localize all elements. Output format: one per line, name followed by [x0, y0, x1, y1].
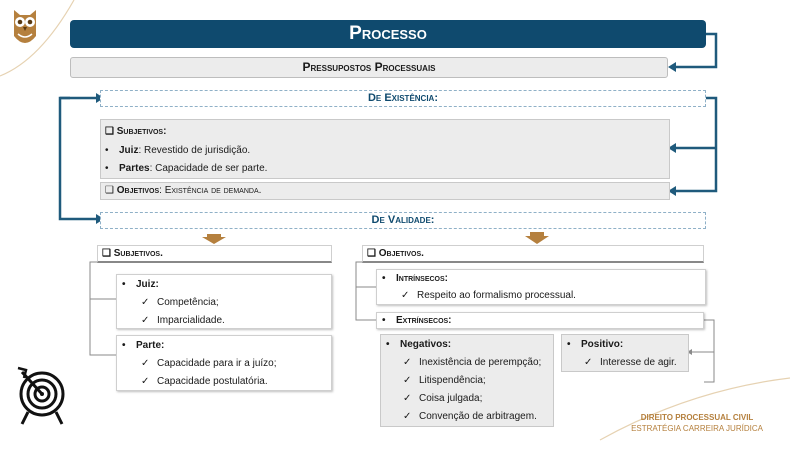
- pressupostos-header: Pressupostos Processuais: [70, 57, 668, 78]
- existencia-header: De Existência:: [100, 90, 706, 107]
- positivo-title: • Positivo:: [567, 339, 624, 350]
- list-item: ✓ Interesse de agir.: [584, 357, 677, 368]
- bullet-icon: •: [105, 163, 109, 174]
- check-icon: ✓: [584, 357, 593, 368]
- footer-course: DIREITO PROCESSUAL CIVIL: [640, 413, 754, 422]
- list-item: ✓ Competência;: [141, 297, 219, 308]
- arrowhead: [668, 62, 676, 72]
- target-icon: [14, 366, 70, 426]
- check-icon: ✓: [403, 411, 412, 422]
- page-title: Processo: [70, 20, 706, 48]
- existencia-subjetivos-title: ❑ Subjetivos:: [105, 126, 167, 137]
- validade-parte-box: [116, 335, 332, 391]
- validade-subjetivos-header: ❑ Subjetivos.: [97, 245, 332, 263]
- checkbox-icon: ❑: [102, 248, 111, 259]
- list-item: ✓ Convenção de arbitragem.: [403, 411, 537, 422]
- list-item: ✓ Imparcialidade.: [141, 315, 225, 326]
- existencia-right-connector: [676, 98, 716, 191]
- checkbox-icon: ❑: [105, 126, 114, 137]
- list-item: ✓ Capacidade postulatória.: [141, 376, 268, 387]
- list-item: ✓ Coisa julgada;: [403, 393, 483, 404]
- check-icon: ✓: [141, 297, 150, 308]
- down-arrow-left: [202, 234, 226, 244]
- validade-juiz-title: • Juiz:: [122, 279, 159, 290]
- check-icon: ✓: [141, 376, 150, 387]
- bullet-icon: •: [105, 145, 109, 156]
- list-item: ✓ Respeito ao formalismo processual.: [401, 290, 576, 301]
- list-item: ✓ Litispendência;: [403, 375, 486, 386]
- intrinsecos-box: [376, 269, 706, 305]
- intrinsecos-title: • Intrínsecos:: [382, 273, 449, 284]
- check-icon: ✓: [141, 358, 150, 369]
- check-icon: ✓: [141, 315, 150, 326]
- check-icon: ✓: [403, 393, 412, 404]
- check-icon: ✓: [403, 357, 412, 368]
- juiz-connector: [90, 262, 116, 299]
- list-item: ✓ Inexistência de perempção;: [403, 357, 542, 368]
- check-icon: ✓: [403, 375, 412, 386]
- existencia-partes-row: • Partes: Capacidade de ser parte.: [105, 163, 268, 174]
- checkbox-icon: ❑: [367, 248, 376, 259]
- existencia-objetivos-row: ❑ Objetivos: Existência de demanda.: [105, 185, 262, 196]
- validade-objetivos-header: ❑ Objetivos.: [362, 245, 704, 263]
- validade-parte-title: • Parte:: [122, 340, 165, 351]
- parte-connector: [90, 299, 116, 355]
- validade-header: De Validade:: [100, 212, 706, 229]
- check-icon: ✓: [401, 290, 410, 301]
- list-item: ✓ Capacidade para ir a juízo;: [141, 358, 277, 369]
- extrinsecos-title: • Extrínsecos:: [382, 315, 452, 326]
- extrinsecos-box: [376, 312, 704, 329]
- footer-brand: ESTRATÉGIA CARREIRA JURÍDICA: [631, 424, 763, 433]
- existencia-subjetivos-box: [100, 119, 670, 179]
- negativos-title: • Negativos:: [386, 339, 452, 350]
- existencia-juiz-row: • Juiz: Revestido de jurisdição.: [105, 145, 251, 156]
- left-trunk-connector: [60, 98, 96, 219]
- existencia-objetivos-box: [100, 182, 670, 200]
- validade-juiz-box: [116, 274, 332, 329]
- down-arrow-right: [525, 232, 549, 244]
- checkbox-icon: ❑: [105, 185, 114, 196]
- decorative-curve: [0, 0, 80, 80]
- negativos-box: [380, 334, 554, 427]
- positivo-box: [561, 334, 689, 372]
